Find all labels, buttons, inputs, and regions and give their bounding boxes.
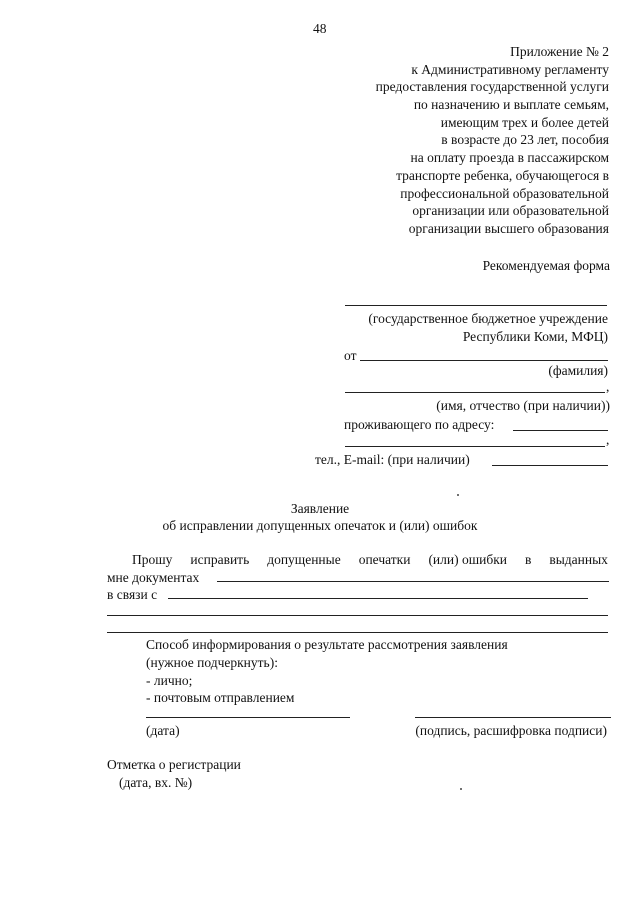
registration-label: Отметка о регистрации (107, 757, 241, 772)
appendix-line: в возрасте до 23 лет, пособия (441, 132, 609, 148)
signature-line[interactable] (415, 717, 611, 718)
address-line-2[interactable] (345, 446, 605, 447)
name-hint: (имя, отчество (при наличии)) (436, 398, 610, 413)
appendix-line: к Административному регламенту (411, 61, 609, 77)
address-line-1[interactable] (513, 430, 608, 431)
option-post[interactable]: - почтовым отправлением (146, 690, 295, 705)
reason-line-3[interactable] (107, 632, 608, 633)
reason-line-1[interactable] (168, 598, 588, 599)
document-subtitle: об исправлении допущенных опечаток и (или) ошибок (162, 518, 478, 533)
request-word: опечатки (358, 552, 411, 567)
appendix-line: профессиональной образовательной (400, 185, 609, 201)
contacts-line[interactable] (492, 465, 608, 466)
document-title: Заявление (290, 501, 350, 516)
appendix-line: предоставления государственной услуги (375, 79, 609, 95)
signature-hint: (подпись, расшифровка подписи) (415, 723, 607, 738)
comma: , (606, 432, 610, 447)
scan-speck (460, 788, 462, 790)
request-word: (или) ошибки (428, 552, 508, 567)
notify-line-1: Способ информирования о результате рассмотрения заявления (146, 637, 508, 652)
option-personal[interactable]: - лично; (146, 673, 193, 688)
appendix-line: транспорте ребенка, обучающегося в (396, 167, 609, 183)
request-word: в (525, 552, 532, 567)
surname-line[interactable] (360, 360, 608, 361)
request-word: выданных (549, 552, 608, 567)
appendix-line: на оплату проезда в пассажирском (410, 150, 609, 166)
documents-line[interactable] (217, 581, 609, 582)
appendix-line: Приложение № 2 (510, 44, 609, 59)
page-number: 48 (313, 21, 327, 36)
contacts-label: тел., E-mail: (при наличии) (315, 452, 470, 467)
from-label: от (344, 348, 357, 363)
address-label: проживающего по адресу: (344, 417, 495, 432)
institution-line[interactable] (345, 305, 607, 306)
comma: , (606, 379, 610, 394)
reason-label: в связи с (107, 587, 158, 602)
request-word: Прошу (132, 552, 173, 567)
appendix-line: организации или образовательной (412, 203, 609, 219)
appendix-header (279, 43, 609, 238)
institution-hint-1: (государственное бюджетное учреждение (368, 311, 608, 326)
request-line (132, 551, 608, 569)
institution-hint-2: Республики Коми, МФЦ) (462, 329, 608, 344)
documents-label: мне документах (107, 570, 200, 585)
recommended-form-label: Рекомендуемая форма (482, 258, 610, 273)
appendix-line: организации высшего образования (408, 220, 609, 236)
appendix-line: по назначению и выплате семьям, (413, 97, 609, 113)
request-word: исправить (190, 552, 250, 567)
registration-hint: (дата, вх. №) (119, 775, 193, 790)
date-hint: (дата) (146, 723, 180, 738)
scan-speck (457, 494, 459, 496)
request-word: допущенные (267, 552, 341, 567)
reason-line-2[interactable] (107, 615, 608, 616)
name-line[interactable] (345, 392, 605, 393)
notify-line-2: (нужное подчеркнуть): (146, 655, 278, 670)
surname-hint: (фамилия) (548, 363, 608, 378)
date-line[interactable] (146, 717, 350, 718)
appendix-line: имеющим трех и более детей (440, 114, 609, 130)
